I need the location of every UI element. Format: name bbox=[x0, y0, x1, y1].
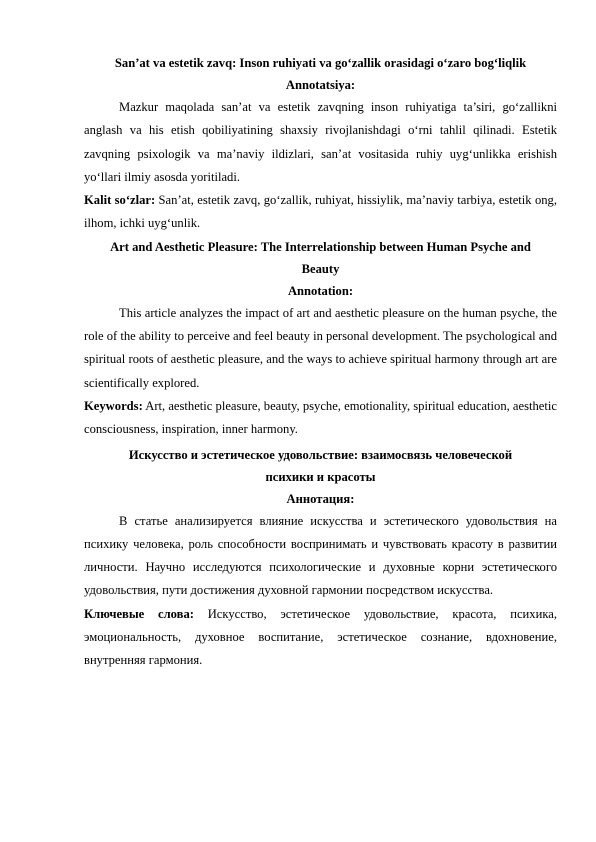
ru-title: Искусство и эстетическое удовольствие: взаимосвязь человеческой психики и красоты bbox=[128, 447, 513, 484]
paper-page bbox=[84, 52, 557, 673]
en-annotation-text: This article analyzes the impact of art and aesthetic pleasure on the human psyche, the role of the ability to perceive and feel beauty in personal development. The psychological and spiritual roots of aesthetic pleasure, and the ways to achieve spiritual harmony through art are scientifically explored. bbox=[84, 305, 557, 390]
uz-annotation-heading: Annotatsiya: bbox=[285, 78, 356, 92]
en-keywords-text: Art, aesthetic pleasure, beauty, psyche, emotionality, spiritual education, aesthetic consciousness, inspiration, inner harmony. bbox=[84, 398, 557, 437]
en-annotation-heading: Annotation: bbox=[287, 283, 354, 298]
uz-keywords bbox=[84, 189, 557, 236]
ru-annotation-text: В статье анализируется влияние искусства и эстетического удовольствия на психику человека, роль способности воспринимать и чувствовать красоту в развитии личности. Научно исследуются психологические и духовные корни эстетического удовольствия, пути достижения духовной гармонии посредством искусства. bbox=[84, 513, 557, 598]
en-keywords bbox=[84, 395, 557, 442]
ru-annotation-heading: Аннотация: bbox=[286, 491, 355, 506]
uz-keywords-text: San’at, estetik zavq, go‘zallik, ruhiyat, hissiylik, ma’naviy tarbiya, estetik ong, ilhom, ichki uyg‘unlik. bbox=[84, 193, 557, 231]
ru-keywords-text: Искусство, эстетическое удовольствие, красота, психика, эмоциональность, духовное воспитание, эстетическое сознание, вдохновение, внутренняя гармония. bbox=[84, 606, 557, 668]
uz-title: San’at va estetik zavq: Inson ruhiyati va go‘zallik orasidagi o‘zaro bog‘liqlik bbox=[114, 56, 527, 70]
uz-annotation-text: Mazkur maqolada san’at va estetik zavqning inson ruhiyatiga ta’siri, go‘zallikni anglash va his etish qobiliyatining shaxsiy rivojlanishdagi o‘rni tahlil qilinadi. Estetik zavqning psixologik va ma’naviy ildizlari, san’at vositasida ruhiy uyg‘unlikka erishish yo‘llari ilmiy asosda yoritiladi. bbox=[84, 100, 557, 184]
ru-keywords bbox=[84, 603, 557, 673]
en-title: Art and Aesthetic Pleasure: The Interrelationship between Human Psyche and Beauty bbox=[110, 239, 531, 276]
ru-keywords-label: Ключевые слова: bbox=[84, 606, 194, 621]
uz-keywords-label: Kalit so‘zlar: bbox=[84, 193, 156, 208]
en-keywords-label: Keywords: bbox=[84, 398, 143, 413]
